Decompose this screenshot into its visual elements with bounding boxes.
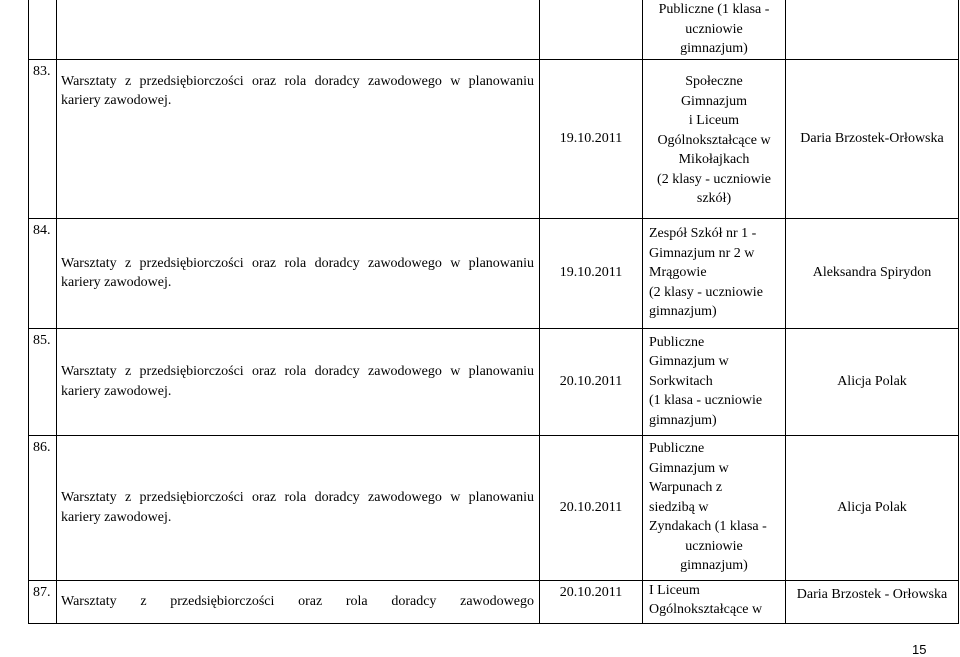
row-date: 20.10.2011 — [540, 328, 643, 435]
school-line: I Liceum — [649, 582, 700, 598]
row-school — [643, 580, 786, 623]
row-school — [643, 59, 786, 218]
row-title: Warsztaty z przedsiębiorczości oraz rola doradcy zawodowego w planowaniu kariery zawodowej. — [57, 435, 540, 580]
row-number — [29, 0, 57, 59]
row-school — [643, 0, 786, 59]
row-date: 19.10.2011 — [540, 59, 643, 218]
school-line: Zyndakach (1 klasa - — [649, 519, 767, 535]
school-line: gimnazjum) — [680, 41, 748, 56]
page-number: 15 — [912, 642, 927, 657]
row-person — [786, 0, 959, 59]
row-number: 85. — [29, 328, 57, 435]
school-line: siedzibą w — [649, 499, 709, 515]
table-row — [29, 580, 959, 623]
row-title — [57, 0, 540, 59]
table-row — [29, 435, 959, 580]
row-person: Daria Brzostek - Orłowska — [786, 580, 959, 623]
school-line: Publiczne (1 klasa - — [658, 2, 770, 17]
activities-table — [28, 0, 959, 624]
school-line: gimnazjum) — [649, 304, 717, 320]
school-line: Publiczne — [649, 334, 705, 350]
school-line: uczniowie — [685, 21, 743, 37]
row-date: 20.10.2011 — [540, 580, 643, 623]
table-row — [29, 0, 959, 59]
row-number: 86. — [29, 435, 57, 580]
row-date: 19.10.2011 — [540, 218, 643, 328]
row-number: 84. — [29, 218, 57, 328]
school-line: Ogólnokształcące w — [649, 602, 763, 617]
row-date: 20.10.2011 — [540, 435, 643, 580]
school-line: (2 klasy - uczniowie — [649, 284, 763, 300]
school-line: Gimnazjum w — [649, 354, 729, 370]
row-person: Alicja Polak — [786, 328, 959, 435]
table-row — [29, 59, 959, 218]
row-school — [643, 218, 786, 328]
row-school — [643, 328, 786, 435]
school-line: i Liceum — [688, 113, 740, 129]
row-number: 83. — [29, 59, 57, 218]
row-number: 87. — [29, 580, 57, 623]
school-line: Warpunach z — [649, 480, 723, 496]
school-line: Zespół Szkół nr 1 - — [649, 226, 757, 242]
row-person: Alicja Polak — [786, 435, 959, 580]
school-line: Mikołajkach — [678, 152, 750, 168]
school-line: Społeczne — [685, 74, 743, 90]
table-row — [29, 218, 959, 328]
school-line: Publiczne — [649, 441, 705, 457]
school-line: szkół) — [696, 191, 732, 207]
row-date — [540, 0, 643, 59]
table-row — [29, 328, 959, 435]
row-person: Aleksandra Spirydon — [786, 218, 959, 328]
school-line: Gimnazjum w — [649, 460, 729, 476]
school-line: Mrągowie — [649, 265, 707, 281]
school-line: (2 klasy - uczniowie — [657, 171, 771, 187]
row-person: Daria Brzostek-Orłowska — [786, 59, 959, 218]
row-school — [643, 435, 786, 580]
school-line: gimnazjum) — [680, 558, 748, 574]
row-title: Warsztaty z przedsiębiorczości oraz rola doradcy zawodowego w planowaniu kariery zawodowej. — [57, 218, 540, 328]
school-line: Sorkwitach — [649, 373, 713, 389]
row-title: Warsztaty z przedsiębiorczości oraz rola doradcy zawodowego — [57, 580, 540, 623]
school-line: Gimnazjum — [680, 93, 748, 109]
row-title: Warsztaty z przedsiębiorczości oraz rola doradcy zawodowego w planowaniu kariery zawodowej. — [57, 328, 540, 435]
school-line: Gimnazjum nr 2 w — [649, 245, 755, 261]
school-line: Ogólnokształcące w — [657, 132, 771, 148]
school-line: gimnazjum) — [649, 412, 717, 428]
school-line: (1 klasa - uczniowie — [649, 393, 763, 409]
row-title: Warsztaty z przedsiębiorczości oraz rola doradcy zawodowego w planowaniu kariery zawodowej. — [57, 59, 540, 218]
school-line: uczniowie — [685, 538, 743, 554]
